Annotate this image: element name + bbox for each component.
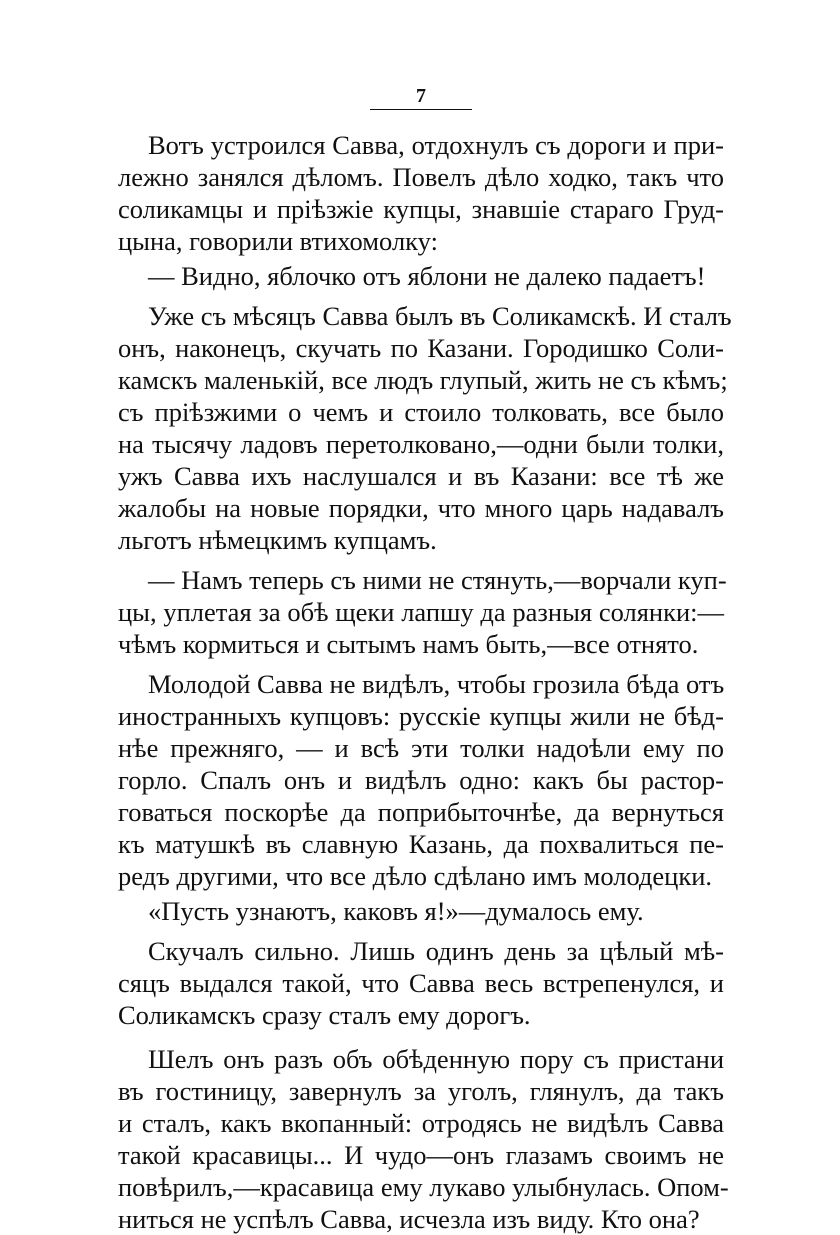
paragraph-quote (118, 895, 724, 927)
text-line: Скучалъ сильно. Лишь одинъ день за цѣлый мѣ- (148, 936, 724, 966)
text-line: «Пусть узнаютъ, каковъ я!»—думалось ему. (148, 896, 644, 926)
text-line: Вотъ устроился Савва, отдохнулъ съ дороги и при- (148, 130, 724, 160)
text-line: льготъ нѣмецкимъ купцамъ. (118, 525, 437, 555)
text-line: ужъ Савва ихъ наслушался и въ Казани: все тѣ же (118, 461, 724, 491)
text-line: говаться поскорѣе да поприбыточнѣе, да вернуться (118, 797, 724, 827)
text-line: сяцъ выдался такой, что Савва весь встрепенулся, и (118, 968, 724, 998)
paragraph (118, 935, 724, 1031)
page-number: 7 (416, 85, 426, 107)
text-line: — Видно, яблочко отъ яблони не далеко падаетъ! (148, 261, 706, 291)
paragraph (118, 668, 724, 892)
paragraph-dialogue (118, 260, 724, 292)
text-line: редъ другими, что все дѣло сдѣлано имъ молодецки. (118, 861, 713, 891)
paragraph (118, 129, 724, 257)
text-line: жалобы на новые порядки, что много царь надавалъ (118, 493, 724, 523)
text-line: въ гостиницу, завернулъ за уголъ, глянулъ, да такъ (118, 1076, 724, 1106)
text-line: Уже съ мѣсяцъ Савва былъ въ Соликамскѣ. И сталъ (148, 301, 732, 331)
text-line: горло. Спалъ онъ и видѣлъ одно: какъ бы растор- (118, 765, 724, 795)
text-line: Молодой Савва не видѣлъ, чтобы грозила бѣда отъ (148, 669, 725, 699)
paragraph-dialogue (118, 564, 727, 660)
text-line: соликамцы и пріѣзжіе купцы, знавшіе стараго Груд- (118, 194, 724, 224)
text-line: такой красавицы... И чудо—онъ глазамъ своимъ не (118, 1140, 724, 1170)
text-line: съ пріѣзжими о чемъ и стоило толковать, все было (118, 397, 724, 427)
header-rule (370, 109, 472, 110)
body-text (118, 129, 732, 1235)
page-header (370, 84, 472, 110)
text-line: и сталъ, какъ вкопанный: отродясь не видѣлъ Савва (118, 1108, 724, 1138)
text-line: иностранныхъ купцовъ: русскіе купцы жили не бѣд- (118, 701, 724, 731)
text-line: онъ, наконецъ, скучать по Казани. Городишко Соли- (118, 333, 724, 363)
text-line: Шелъ онъ разъ объ обѣденную пору съ пристани (148, 1044, 724, 1074)
text-line: Соликамскъ сразу сталъ ему дорогъ. (118, 1000, 531, 1030)
text-line: лежно занялся дѣломъ. Повелъ дѣло ходко, такъ что (118, 162, 724, 192)
text-line: цына, говорили втихомолку: (118, 226, 438, 256)
text-line: чѣмъ кормиться и сытымъ намъ быть,—все отнято. (118, 629, 699, 659)
text-line: цы, уплетая за обѣ щеки лапшу да разныя солянки:— (118, 597, 724, 627)
text-line: повѣрилъ,—красавица ему лукаво улыбнулась. Опом- (118, 1172, 729, 1202)
text-line: камскъ маленькій, все людъ глупый, жить не съ кѣмъ; (118, 365, 728, 395)
paragraph (118, 300, 732, 556)
text-line: къ матушкѣ въ славную Казань, да похвалиться пе- (118, 829, 724, 859)
text-line: — Намъ теперь съ ними не стянуть,—ворчали куп- (148, 565, 727, 595)
text-line: ниться не успѣлъ Савва, исчезла изъ виду. Кто она? (118, 1204, 700, 1234)
paragraph (118, 1043, 729, 1235)
text-line: нѣе прежняго, — и всѣ эти толки надоѣли ему по (118, 733, 724, 763)
text-line: на тысячу ладовъ перетолковано,—одни были толки, (118, 429, 724, 459)
